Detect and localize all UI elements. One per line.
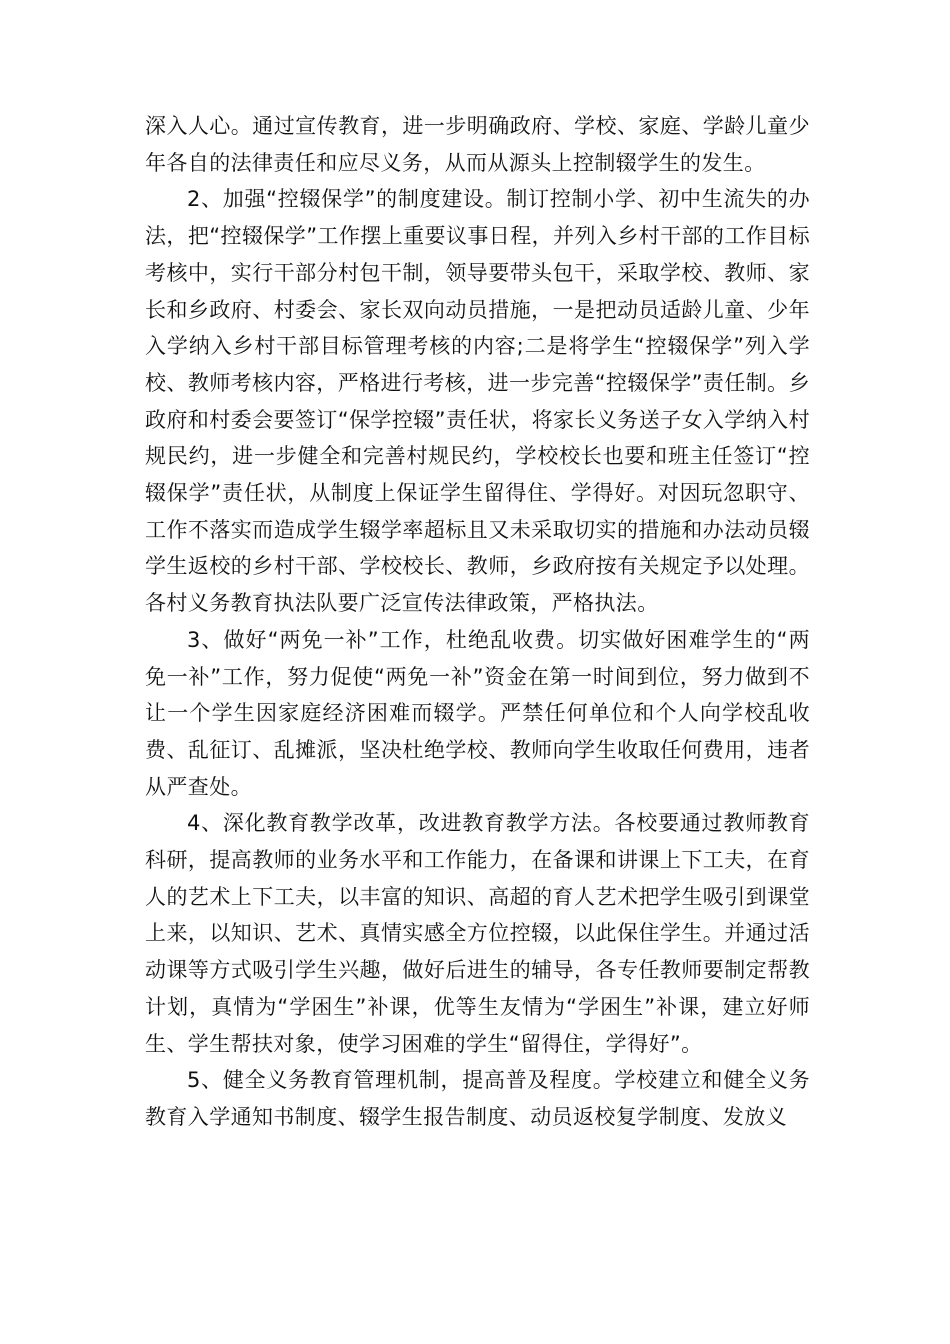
- paragraph-item-4: 4、深化教育教学改革，改进教育教学方法。各校要通过教师教育科研，提高教师的业务水平和工作能力，在备课和讲课上下工夫，在育人的艺术上下工夫，以丰富的知识、高超的育人艺术把学生吸引到课堂上来，以知识、艺术、真情实感全方位控辍，以此保住学生。并通过活动课等方式吸引学生兴趣，做好后进生的辅导，各专任教师要制定帮教计划，真情为“学困生”补课，优等生友情为“学困生”补课，建立好师生、学生帮扶对象，使学习困难的学生“留得住，学得好”。: [145, 811, 810, 1056]
- paragraph-item-2: 2、加强“控辍保学”的制度建设。制订控制小学、初中生流失的办法，把“控辍保学”工作摆上重要议事日程，并列入乡村干部的工作目标考核中，实行干部分村包干制，领导要带头包干，采取学校、教师、家长和乡政府、村委会、家长双向动员措施，一是把动员适龄儿童、少年入学纳入乡村干部目标管理考核的内容;二是将学生“控辍保学”列入学校、教师考核内容，严格进行考核，进一步完善“控辍保学”责任制。乡政府和村委会要签订“保学控辍”责任状，将家长义务送子女入学纳入村规民约，进一步健全和完善村规民约，学校校长也要和班主任签订“控辍保学”责任状，从制度上保证学生留得住、学得好。对因玩忽职守、工作不落实而造成学生辍学率超标且又未采取切实的措施和办法动员辍学生返校的乡村干部、学校校长、教师，乡政府按有关规定予以处理。各村义务教育执法队要广泛宣传法律政策，严格执法。: [145, 187, 810, 616]
- paragraph-item-5: 5、健全义务教育管理机制，提高普及程度。学校建立和健全义务教育入学通知书制度、辍学生报告制度、动员返校复学制度、发放义: [145, 1068, 810, 1129]
- paragraph-item-3: 3、做好“两免一补”工作，杜绝乱收费。切实做好困难学生的“两免一补”工作，努力促使“两免一补”资金在第一时间到位，努力做到不让一个学生因家庭经济困难而辍学。严禁任何单位和个人向学校乱收费、乱征订、乱摊派，坚决杜绝学校、教师向学生收取任何费用，违者从严查处。: [145, 627, 810, 799]
- document-body: [145, 108, 810, 1136]
- paragraph-continuation: 深入人心。通过宣传教育，进一步明确政府、学校、家庭、学龄儿童少年各自的法律责任和应尽义务，从而从源头上控制辍学生的发生。: [145, 114, 810, 175]
